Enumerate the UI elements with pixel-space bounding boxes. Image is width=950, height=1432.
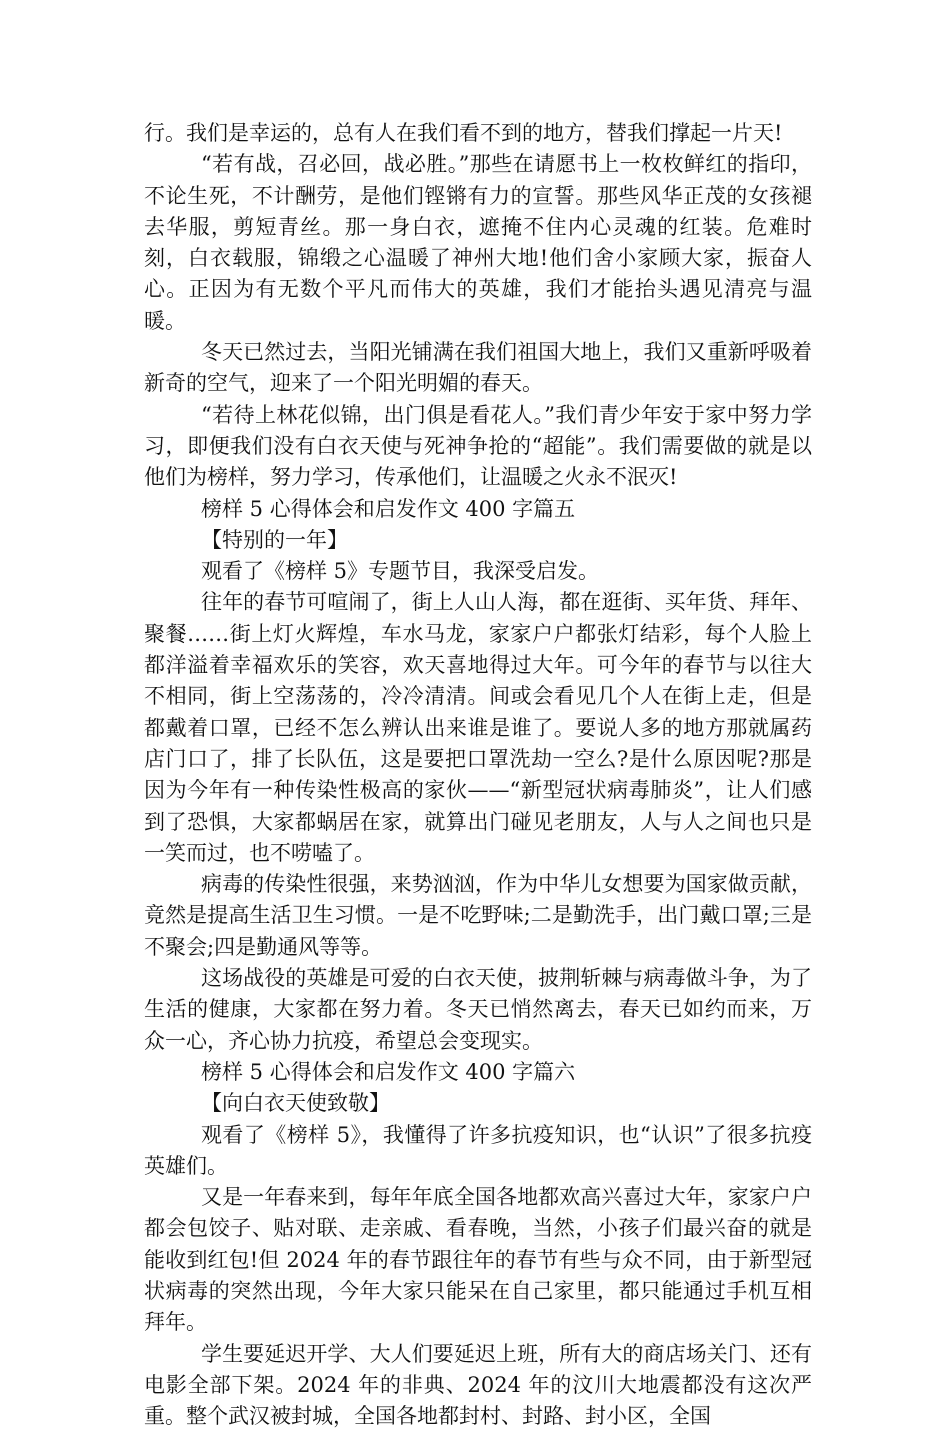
paragraph-pledge: “若有战，召必回，战必胜。”那些在请愿书上一枚枚鲜红的指印，不论生死，不计酬劳，是他们铿锵有力的宣誓。那些风华正茂的女孩褪去华服，剪短青丝。那一身白衣，遮掩不住内心灵魂的红装。危难时刻，白衣载服，锦缎之心温暖了神州大地!他们舍小家顾大家，振奋人心。正因为有无数个平凡而伟大的英雄，我们才能抬头遇见清亮与温暖。	[144, 152, 812, 333]
document-body	[144, 118, 812, 1432]
paragraph-intro-six: 观看了《榜样 5》，我懂得了许多抗疫知识，也“认识”了很多抗疫英雄们。	[144, 1122, 812, 1178]
paragraph-heroes: 这场战役的英雄是可爱的白衣天使，披荆斩棘与病毒做斗争，为了生活的健康，大家都在努力着。冬天已悄然离去，春天已如约而来，万众一心，齐心协力抗疫，希望总会变现实。	[144, 966, 812, 1053]
paragraph-new-year: 又是一年春来到，每年年底全国各地都欢高兴喜过大年，家家户户都会包饺子、贴对联、走亲戚、看春晚，当然，小孩子们最兴奋的就是能收到红包!但 2024 年的春节跟往年的春节有些与众不同，由于新型冠状病毒的突然出现，今年大家只能呆在自己家里，都只能通过手机互相拜年。	[144, 1185, 812, 1335]
paragraph-spring: 冬天已然过去，当阳光铺满在我们祖国大地上，我们又重新呼吸着新奇的空气，迎来了一个阳光明媚的春天。	[144, 340, 812, 396]
paragraph-continuation: 行。我们是幸运的，总有人在我们看不到的地方，替我们撑起一片天!	[144, 121, 783, 145]
section-heading-five: 榜样 5 心得体会和启发作文 400 字篇五	[201, 496, 576, 521]
paragraph-study: “若待上林花似锦，出门俱是看花人。”我们青少年安于家中努力学习，即便我们没有白衣天使与死神争抢的“超能”。我们需要做的就是以他们为榜样，努力学习，传承他们，让温暖之火永不泯灭!	[144, 402, 812, 490]
section-heading-six: 榜样 5 心得体会和启发作文 400 字篇六	[201, 1059, 576, 1084]
section-subtitle-six: 【向白衣天使致敬】	[201, 1091, 390, 1116]
paragraph-lockdown: 学生要延迟开学、大人们要延迟上班，所有大的商店场关门、还有电影全部下架。2024 年的非典、2024 年的汶川大地震都没有这次严重。整个武汉被封城，全国各地都封村、封路、封小区，全国	[144, 1341, 812, 1429]
paragraph-intro-five: 观看了《榜样 5》专题节目，我深受启发。	[201, 559, 600, 584]
paragraph-hygiene: 病毒的传染性很强，来势汹汹，作为中华儿女想要为国家做贡献，竟然是提高生活卫生习惯。一是不吃野味;二是勤洗手，出门戴口罩;三是不聚会;四是勤通风等等。	[144, 872, 812, 959]
section-subtitle-five: 【特别的一年】	[201, 527, 348, 552]
paragraph-spring-festival: 往年的春节可喧闹了，街上人山人海，都在逛街、买年货、拜年、聚餐……街上灯火辉煌，车水马龙，家家户户都张灯结彩，每个人脸上都洋溢着幸福欢乐的笑容，欢天喜地得过大年。可今年的春节与以往大不相同，街上空荡荡的，冷冷清清。间或会看见几个人在街上走，但是都戴着口罩，已经不怎么辨认出来谁是谁了。要说人多的地方那就属药店门口了，排了长队伍，这是要把口罩洗劫一空么?是什么原因呢?那是因为今年有一种传染性极高的家伙——“新型冠状病毒肺炎”，让人们感到了恐惧，大家都蜗居在家，就算出门碰见老朋友，人与人之间也只是一笑而过，也不唠嗑了。	[144, 590, 812, 865]
